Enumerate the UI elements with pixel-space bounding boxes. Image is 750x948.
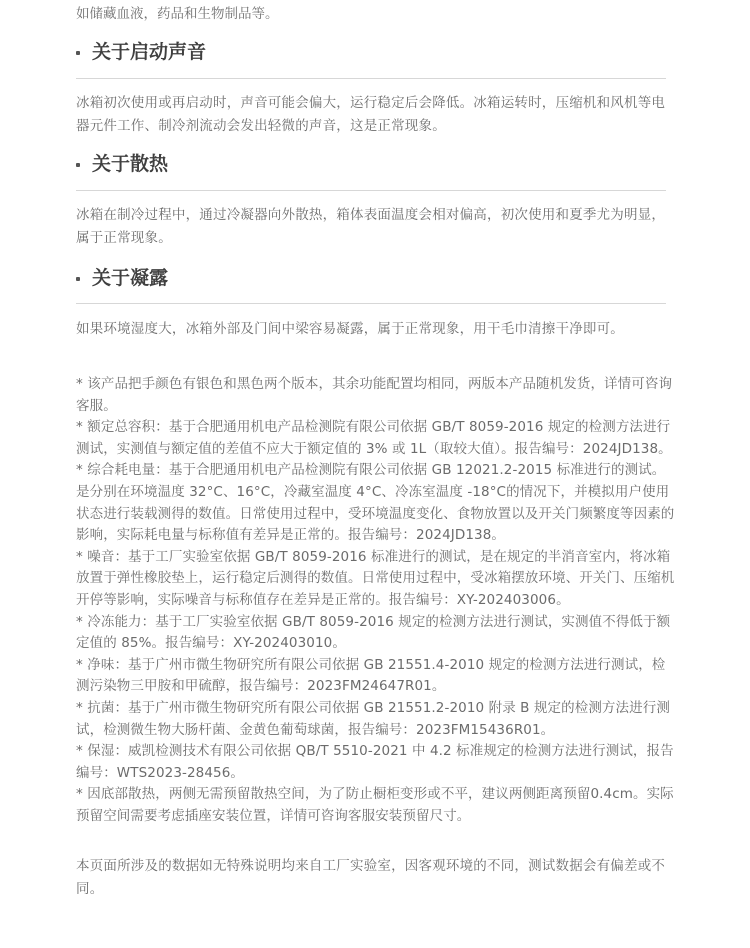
footnote-rated-volume: * 额定总容积：基于合肥通用机电产品检测院有限公司依据 GB/T 8059-2016 规定的检测方法进行测试，实测值与额定值的差值不应大于额定值的 3% 或 1L（取较大值）。报告编号：2024JD138。: [76, 419, 672, 457]
section-body-heat-dissipation: 冰箱在制冷过程中，通过冷凝器向外散热，箱体表面温度会相对偏高，初次使用和夏季尤为明显，属于正常现象。: [76, 207, 666, 246]
footnote-odor-removal: * 净味：基于广州市微生物研究所有限公司依据 GB 21551.4-2010 规定的检测方法进行测试，检测污染物三甲胺和甲硫醇，报告编号：2023FM24647R01。: [76, 656, 666, 695]
intro-tail-text: 如储藏血液，药品和生物制品等。: [76, 6, 279, 22]
bullet-marker: [76, 277, 80, 281]
footnote-handle-color: * 该产品把手颜色有银色和黑色两个版本，其余功能配置均相同，两版本产品随机发货，详情可咨询客服。: [76, 376, 673, 414]
section-body-condensation: 如果环境湿度大，冰箱外部及门间中梁容易凝露，属于正常现象，用干毛巾清擦干净即可。: [76, 321, 624, 337]
footnote-installation-gap: * 因底部散热，两侧无需预留散热空间，为了防止橱柜变形或不平，建议两侧距离预留0.4cm。实际预留空间需要考虑插座安装位置，详情可咨询客服安装预留尺寸。: [76, 786, 674, 824]
section-title: 关于凝露: [92, 267, 169, 289]
bullet-marker: [76, 51, 80, 55]
section-divider: [76, 190, 666, 191]
bullet-marker: [76, 163, 80, 167]
section-divider: [76, 303, 666, 304]
section-body-startup-sound: 冰箱初次使用或再启动时，声音可能会偏大，运行稳定后会降低。冰箱运转时，压缩机和风机等电器元件工作、制冷剂流动会发出轻微的声音，这是正常现象。: [76, 95, 666, 134]
footnote-power-consumption: * 综合耗电量：基于合肥通用机电产品检测院有限公司依据 GB 12021.2-2015 标准进行的测试。是分别在环境温度 32°C、16°C，冷藏室温度 4°C、冷冻室温度 -18°C的情况下，并模拟用户使用状态进行装载测得的数值。日常使用过程中，受环境温度变化、食物放置以及开关门频繁度等因素的影响，实际耗电量与标称值有差异是正常的。报告编号：2024JD138。: [76, 462, 675, 544]
footnote-noise: * 噪音：基于工厂实验室依据 GB/T 8059-2016 标准进行的测试，是在规定的半消音室内，将冰箱放置于弹性橡胶垫上，运行稳定后测得的数值。日常使用过程中，受冰箱摆放环境、开关门、压缩机开停等影响，实际噪音与标称值存在差异是正常的。报告编号：XY-202403006。: [76, 548, 675, 608]
footnotes-list: [76, 374, 676, 827]
section-heading-heat-dissipation: [74, 150, 666, 180]
footnote-moisture-retention: * 保湿：威凯检测技术有限公司依据 QB/T 5510-2021 中 4.2 标准规定的检测方法进行测试，报告编号：WTS2023-28456。: [76, 743, 674, 781]
section-title: 关于散热: [92, 153, 169, 175]
footnote-freezing-capacity: * 冷冻能力：基于工厂实验室依据 GB/T 8059-2016 规定的检测方法进行测试，实测值不得低于额定值的 85%。报告编号：XY-202403010。: [76, 613, 671, 652]
footnote-antibacterial: * 抗菌：基于广州市微生物研究所有限公司依据 GB 21551.2-2010 附录 B 规定的检测方法进行测试，检测微生物大肠杆菌、金黄色葡萄球菌，报告编号：2023FM15436R01。: [76, 699, 670, 738]
section-heading-startup-sound: [74, 38, 666, 68]
section-heading-condensation: [74, 264, 666, 294]
section-title: 关于启动声音: [92, 41, 207, 63]
footer-disclaimer: 本页面所涉及的数据如无特殊说明均来自工厂实验室，因客观环境的不同，测试数据会有偏差或不同。: [76, 858, 666, 897]
section-divider: [76, 78, 666, 79]
